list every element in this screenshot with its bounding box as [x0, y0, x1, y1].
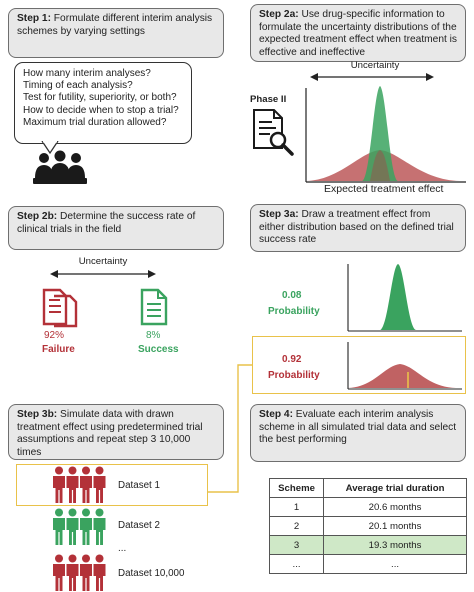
- table-cell: ...: [270, 555, 324, 574]
- dataset2-label: Dataset 2: [118, 520, 160, 531]
- question-3: Test for futility, superiority, or both?: [23, 92, 177, 104]
- question-1: How many interim analyses?: [23, 68, 151, 79]
- table-header-duration: Average trial duration: [324, 479, 467, 498]
- table-row: [270, 498, 467, 517]
- step3b-text: Simulate data with drawn treatment effect using predetermined trial assumptions and repeat step 3 10,000 times: [17, 409, 203, 458]
- uncertainty-label-top: Uncertainty: [350, 60, 400, 71]
- failure-label: Failure: [42, 344, 75, 355]
- table-cell: 2: [270, 517, 324, 536]
- expected-effect-label: Expected treatment effect: [324, 183, 444, 195]
- person-icon: [53, 509, 65, 546]
- success-label: Success: [138, 344, 179, 355]
- table-cell: 3: [270, 536, 324, 555]
- person-icon: [67, 555, 79, 592]
- step1-label: Step 1:: [17, 13, 51, 24]
- table-cell: ...: [324, 555, 467, 574]
- person-icon: [80, 467, 92, 504]
- prob-low-value: 0.92: [282, 354, 302, 365]
- success-pct: 8%: [146, 330, 161, 341]
- table-cell: 19.3 months: [324, 536, 467, 555]
- prob-high-label: Probability: [268, 306, 320, 317]
- person-icon: [94, 555, 106, 592]
- table-cell: 20.6 months: [324, 498, 467, 517]
- question-2: Timing of each analysis?: [23, 80, 133, 92]
- person-icon: [53, 555, 65, 592]
- table-cell: 20.1 months: [324, 517, 467, 536]
- step4-label: Step 4:: [259, 409, 293, 420]
- dataset-ellipsis: ...: [118, 543, 127, 554]
- dataset2-people-icon: [52, 508, 108, 546]
- failure-pct: 92%: [44, 330, 65, 341]
- step2a-label: Step 2a:: [259, 9, 299, 20]
- prob-high-value: 0.08: [282, 290, 302, 301]
- person-icon: [94, 467, 106, 504]
- person-icon: [53, 467, 65, 504]
- table-row: [270, 555, 467, 574]
- step1-text: Formulate different interim analysis schemes by varying settings: [17, 13, 213, 37]
- dataset1-highlight: [16, 464, 208, 506]
- table-header-scheme: Scheme: [270, 479, 324, 498]
- person-icon: [94, 509, 106, 546]
- table-header-row: [270, 479, 467, 498]
- phase-label: Phase II: [250, 94, 287, 105]
- dataset10000-people-icon: [52, 554, 108, 592]
- step3a-label: Step 3a:: [259, 209, 299, 220]
- step2a-text: Use drug-specific information to formulate the uncertainty distributions of the expected treatment effect when treatment is effective and ineffective: [259, 9, 458, 58]
- scheme-table: [269, 478, 467, 574]
- dataset1-people-icon: [52, 466, 108, 504]
- prob-low-label: Probability: [268, 370, 320, 381]
- question-5: Maximum trial duration allowed?: [23, 116, 167, 128]
- person-icon: [67, 467, 79, 504]
- table-row-best: [270, 536, 467, 555]
- step3a-text: Draw a treatment effect from either distribution based on the defined trial success rate: [259, 209, 454, 246]
- dataset10000-label: Dataset 10,000: [118, 568, 185, 579]
- uncertainty-label-mid: Uncertainty: [78, 256, 128, 267]
- person-icon: [80, 509, 92, 546]
- person-icon: [67, 509, 79, 546]
- person-icon: [80, 555, 92, 592]
- step4-text: Evaluate each interim analysis scheme in all simulated trial data and select the best performing: [259, 409, 457, 446]
- step2b-text: Determine the success rate of clinical trials in the field: [17, 211, 196, 235]
- step2b-label: Step 2b:: [17, 211, 58, 222]
- dataset1-label: Dataset 1: [118, 480, 160, 491]
- step3b-label: Step 3b:: [17, 409, 58, 420]
- table-cell: 1: [270, 498, 324, 517]
- question-4: How to decide when to stop a trial?: [23, 104, 179, 116]
- table-row: [270, 517, 467, 536]
